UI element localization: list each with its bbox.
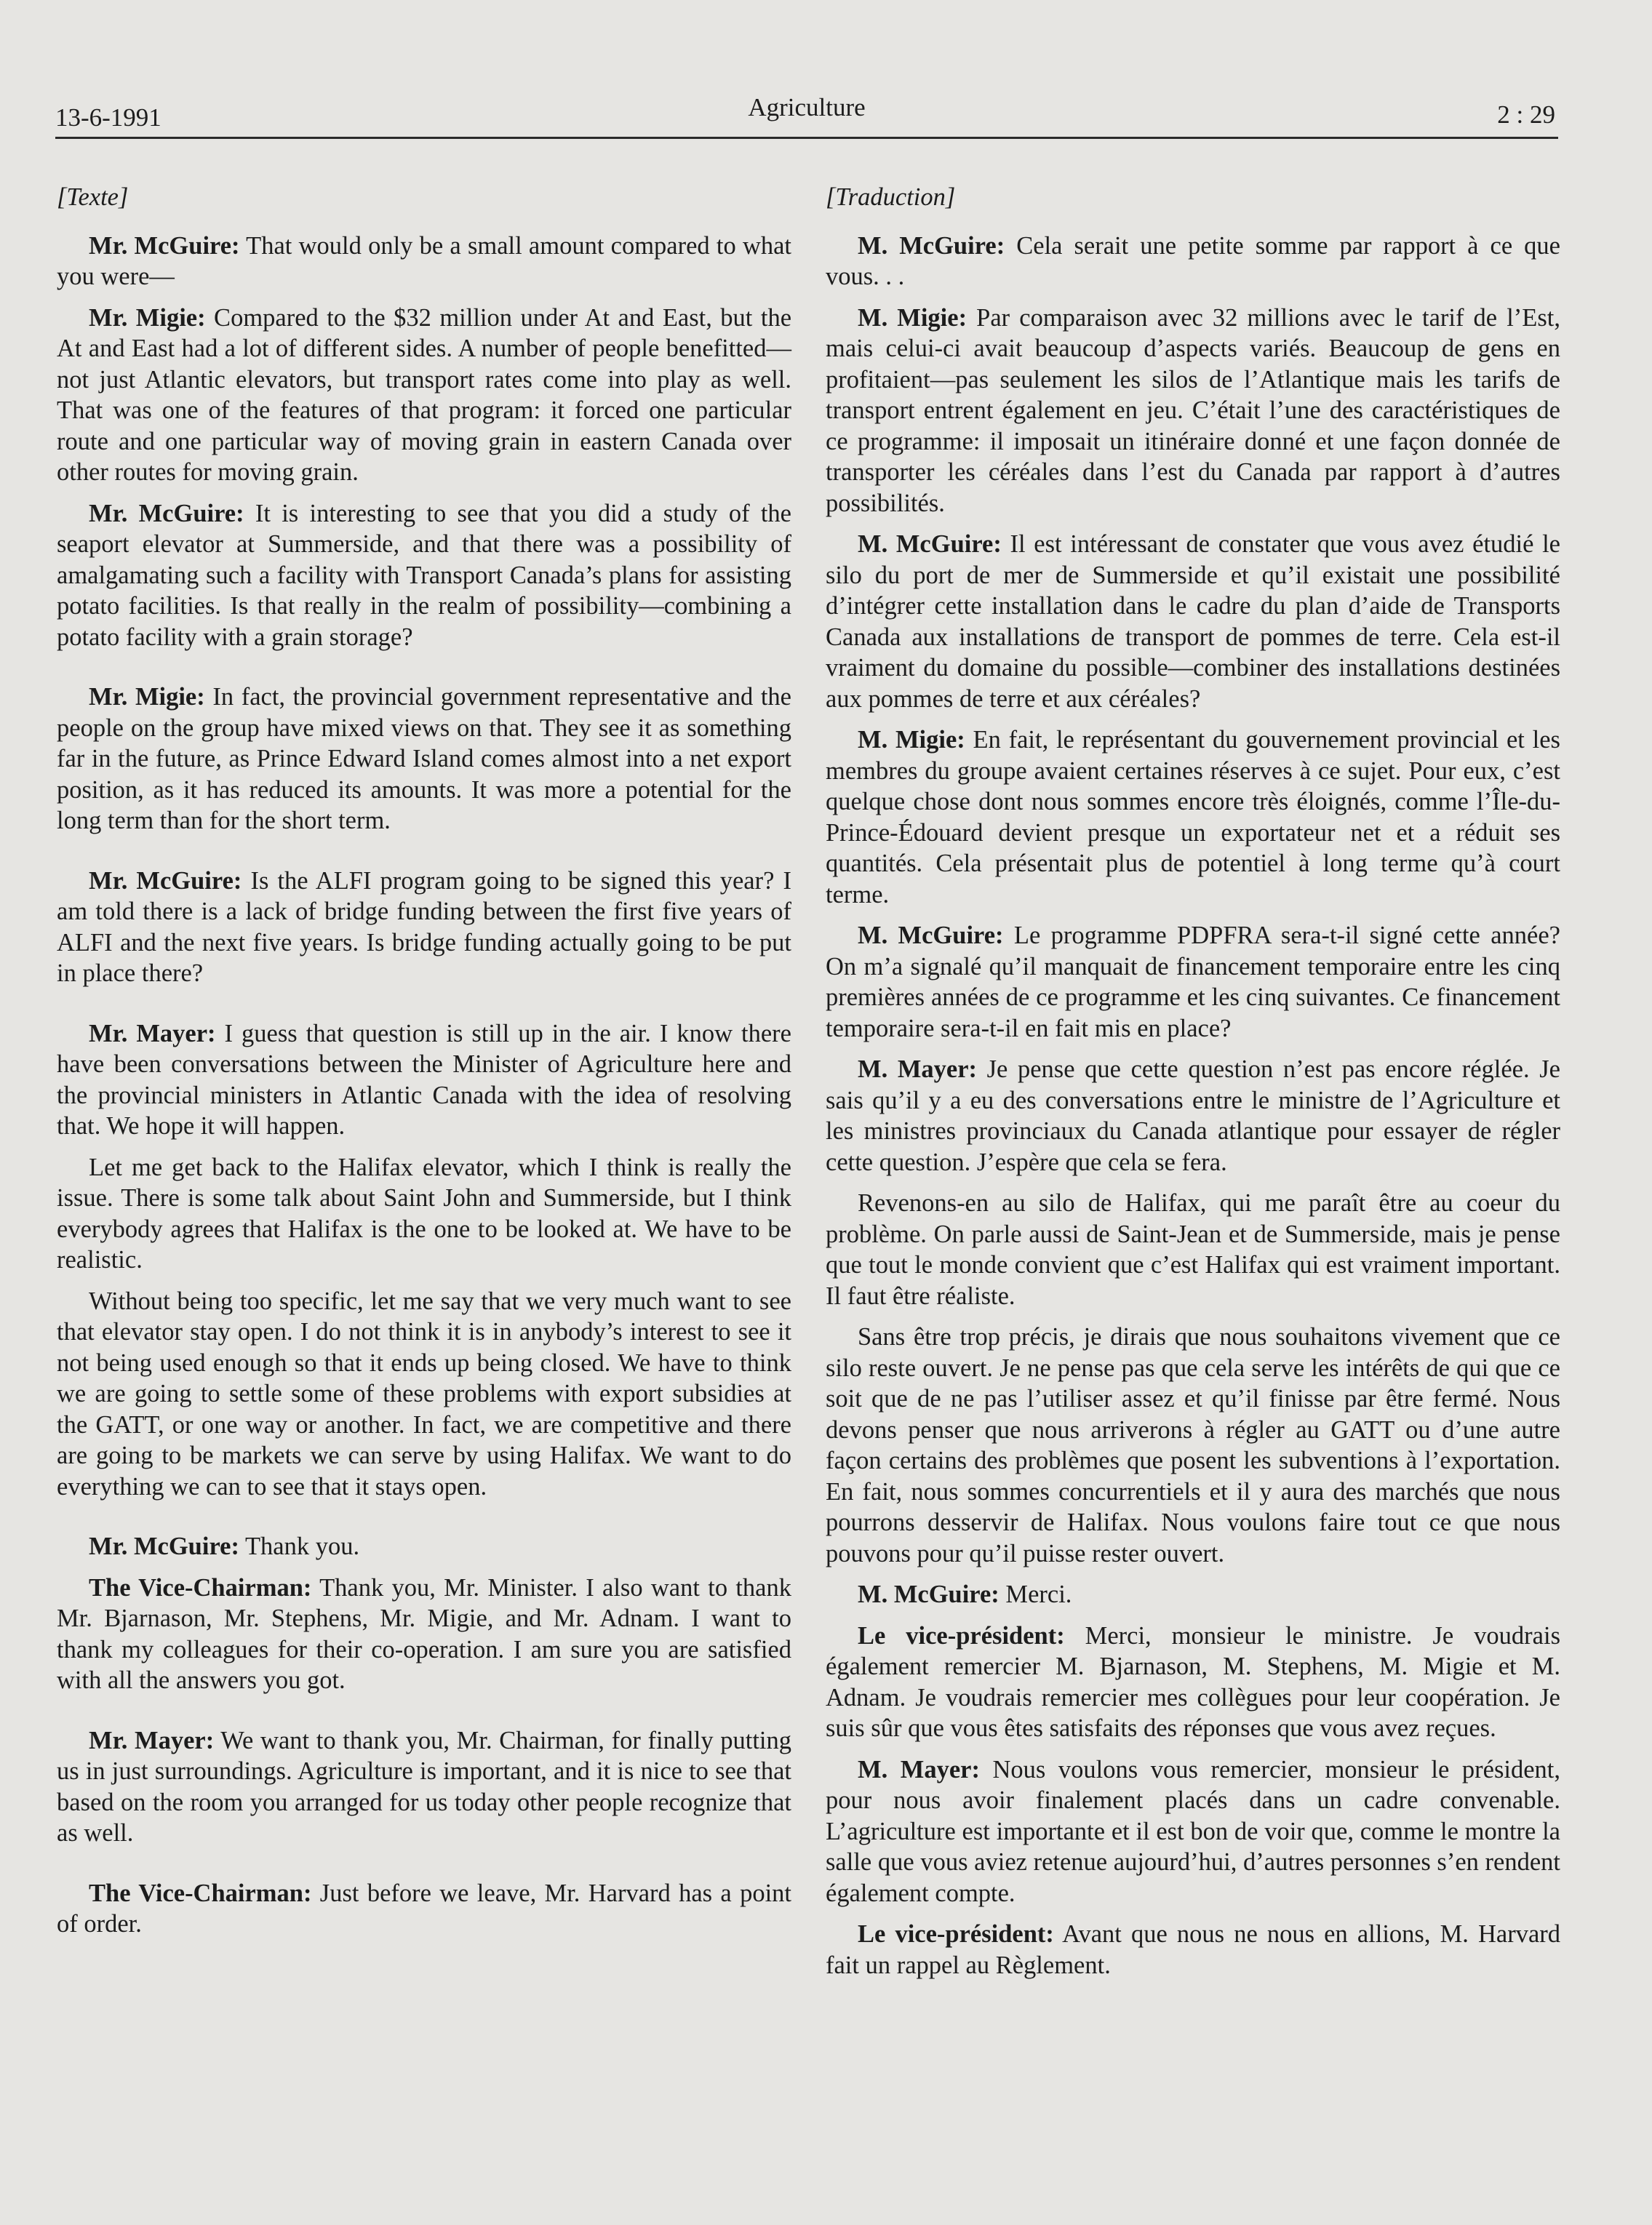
speech-text: That would only be a small amount compared to what you were— [57,231,792,290]
page-header [55,86,1558,139]
paragraph [57,682,791,836]
speaker-name: The Vice-Chairman: [89,1573,312,1602]
speaker-name: Mr. McGuire: [89,231,240,260]
paragraph [57,498,791,653]
speaker-name: M. Mayer: [858,1755,980,1783]
header-title: Agriculture [748,93,866,121]
speech-text: Thank you, Mr. Minister. I also want to thank Mr. Bjarnason, Mr. Stephens, Mr. Migie, and Mr. Adnam. I want to thank my colleagues for their co-operation. I am sure you are satisfied with all the answers you got. [57,1573,791,1694]
speech-text: In fact, the provincial government representative and the people on the group have mixed views on that. They see it as something far in the future, as Prince Edward Island comes almost into a net export position, as it has reduced its amounts. It was more a potential for the long term than for the short term. [57,683,791,834]
paragraph [826,920,1560,1044]
speech-text: Let me get back to the Halifax elevator, which I think is really the issue. There is some talk about Saint John and Summerside, but I think everybody agrees that Halifax is the one to be looked at. We have to be realistic. [57,1153,791,1274]
paragraph [57,1286,791,1503]
speech-text: We want to thank you, Mr. Chairman, for finally putting us in just surroundings. Agriculture is important, and it is nice to see that based on the room you arranged for us today other people recognize that as well. [57,1726,792,1847]
paragraph [826,1919,1560,1981]
paragraph [57,1573,791,1696]
paragraph [826,529,1560,714]
paragraph [826,1754,1560,1909]
speaker-name: M. McGuire: [858,530,1002,558]
paragraph [57,231,791,292]
speaker-name: Mr. McGuire: [89,1533,239,1560]
speech-text: Revenons-en au silo de Halifax, qui me paraît être au coeur du problème. On parle aussi de Saint-Jean et de Summerside, mais je pense que tout le monde convient que c’est Halifax qui est vraiment important. Il faut être réaliste. [826,1189,1560,1310]
speaker-name: M. Migie: [858,303,967,332]
english-lang-tag: [Texte] [57,183,129,211]
paragraph [57,1725,791,1849]
speaker-name: M. Migie: [858,726,965,754]
speech-text: Avant que nous ne nous en allions, M. Harvard fait un rappel au Règlement. [826,1920,1561,1979]
paragraph [57,1531,791,1562]
speech-text: Compared to the $32 million under At and East, but the At and East had a lot of different sides. A number of people benefitted—not just Atlantic elevators, but transport rates come into play as well. That was one of the features of that program: it forced one particular route and one particular way of moving grain in eastern Canada over other routes for moving grain. [57,303,792,486]
speaker-name: Le vice-président: [858,1621,1065,1650]
paragraph [57,1018,791,1142]
speaker-name: M. Mayer: [858,1055,977,1083]
paragraph [826,1579,1560,1610]
paragraph [826,724,1560,910]
french-column [826,173,1560,1991]
paragraph [826,303,1560,519]
speaker-name: Mr. Migie: [89,303,206,332]
english-column [57,173,791,1950]
speech-text: Thank you. [239,1533,360,1560]
speech-text: I guess that question is still up in the air. I know there have been conversations between the Minister of Agriculture here and the provincial ministers in Atlantic Canada with the idea of resolving that. We hope it will happen. [57,1019,791,1140]
speech-text: En fait, le représentant du gouvernement provincial et les membres du groupe avaient certaines réserves à ce sujet. Pour eux, c’est quelque chose dont nous sommes encore très éloignés, comme l’Île-du-Prince-Édouard devient presque un exportateur net et a réduit ses quantités. Cela présentait plus de potentiel à long terme qu’à court terme. [826,726,1560,908]
speaker-name: Mr. Mayer: [89,1726,215,1754]
speaker-name: M. McGuire: [858,231,1005,260]
speech-text: Sans être trop précis, je dirais que nous souhaitons vivement que ce silo reste ouvert. Je ne pense pas que cela serve les intérêts de qui que ce soit que de ne pas l’utiliser assez et qu’il finisse par être fermé. Nous devons penser que nous arriverons à régler au GATT ou d’une autre façon certains des problèmes que posent les subventions à l’exportation. En fait, nous sommes concurrentiels et il y aura des marchés que nous pourrons desservir de Halifax. Nous voulons faire tout ce que nous pouvons pour qu’il puisse rester ouvert. [826,1323,1560,1567]
paragraph [826,1621,1560,1744]
speech-text: It is interesting to see that you did a study of the seaport elevator at Summerside, and that there was a possibility of amalgamating such a facility with Transport Canada’s plans for assisting potato facilities. Is that really in the realm of possibility—combining a potato facility with a grain storage? [57,499,791,651]
speech-text: Je pense que cette question n’est pas encore réglée. Je sais qu’il y a eu des conversations entre le ministre de l’Agriculture et les ministres provinciaux du Canada atlantique pour essayer de régler cette question. J’espère que cela se fera. [826,1055,1560,1176]
speech-text: Just before we leave, Mr. Harvard has a point of order. [57,1879,791,1938]
header-page-number: 2 : 29 [1497,100,1555,129]
speech-text: Cela serait une petite somme par rapport à ce que vous. . . [826,231,1560,290]
french-lang-tag: [Traduction] [826,183,956,211]
speech-text: Il est intéressant de constater que vous avez étudié le silo du port de mer de Summerside et qu’il existait une possibilité d’intégrer cette installation dans le cadre du plan d’aide de Transports Canada aux installations de transport de pommes de terre. Cela est-il vraiment du domaine du possible—combiner des installations destinées aux pommes de terre et aux céréales? [826,530,1560,713]
speaker-name: The Vice-Chairman: [89,1879,312,1907]
speech-text: Without being too specific, let me say that we very much want to see that elevator stay open. I do not think it is in anybody’s interest to see it not being used enough so that it ends up being closed. We have to think we are going to settle some of these problems with export subsidies at the GATT, or one way or another. In fact, we are competitive and there are going to be markets we can serve by using Halifax. We want to do everything we can to see that it stays open. [57,1287,791,1501]
speech-text: Le programme PDPFRA sera-t-il signé cette année? On m’a signalé qu’il manquait de financement temporaire entre les cinq premières années de ce programme et les cinq suivantes. Ce financement temporaire sera-t-il en fait mis en place? [826,922,1560,1042]
speaker-name: Mr. Migie: [89,683,205,711]
speaker-name: Mr. McGuire: [89,499,244,527]
paragraph [57,1878,791,1940]
speech-text: Merci, monsieur le ministre. Je voudrais également remercier M. Bjarnason, M. Stephens, M. Migie et M. Adnam. Je voudrais remercier mes collègues pour leur coopération. Je suis sûr que vous êtes satisfaits des réponses que vous avez reçues. [826,1621,1560,1742]
speaker-name: Le vice-président: [858,1920,1054,1948]
speech-text: Is the ALFI program going to be signed this year? I am told there is a lack of bridge funding between the first five years of ALFI and the next five years. Is bridge funding actually going to be put in place there? [57,866,791,987]
paragraph [57,1152,791,1276]
paragraph [826,1054,1560,1178]
speaker-name: Mr. Mayer: [89,1019,216,1047]
speaker-name: Mr. McGuire: [89,866,242,895]
speech-text: Par comparaison avec 32 millions avec le tarif de l’Est, mais celui-ci avait beaucoup d’aspects variés. Beaucoup de gens en profitaient—pas seulement les silos de l’Atlantique mais les tarifs de transport entrent également en jeu. C’était l’une des caractéristiques de ce programme: il imposait un itinéraire donné et une façon donnée de transporter les céréales dans l’est du Canada par rapport à d’autres possibilités. [826,303,1560,517]
speech-text: Nous voulons vous remercier, monsieur le président, pour nous avoir finalement placés dans un cadre convenable. L’agriculture est importante et il est bon de voir que, comme le montre la salle que vous aviez retenue aujourd’hui, d’autres personnes s’en rendent également compte. [826,1755,1560,1907]
paragraph [57,866,791,989]
paragraph [826,1322,1560,1569]
speech-text: Merci. [999,1581,1072,1608]
speaker-name: M. McGuire: [858,1581,999,1608]
header-date: 13-6-1991 [55,103,161,132]
paragraph [826,231,1560,292]
speaker-name: M. McGuire: [858,922,1004,949]
paragraph [57,303,791,488]
paragraph [826,1188,1560,1311]
